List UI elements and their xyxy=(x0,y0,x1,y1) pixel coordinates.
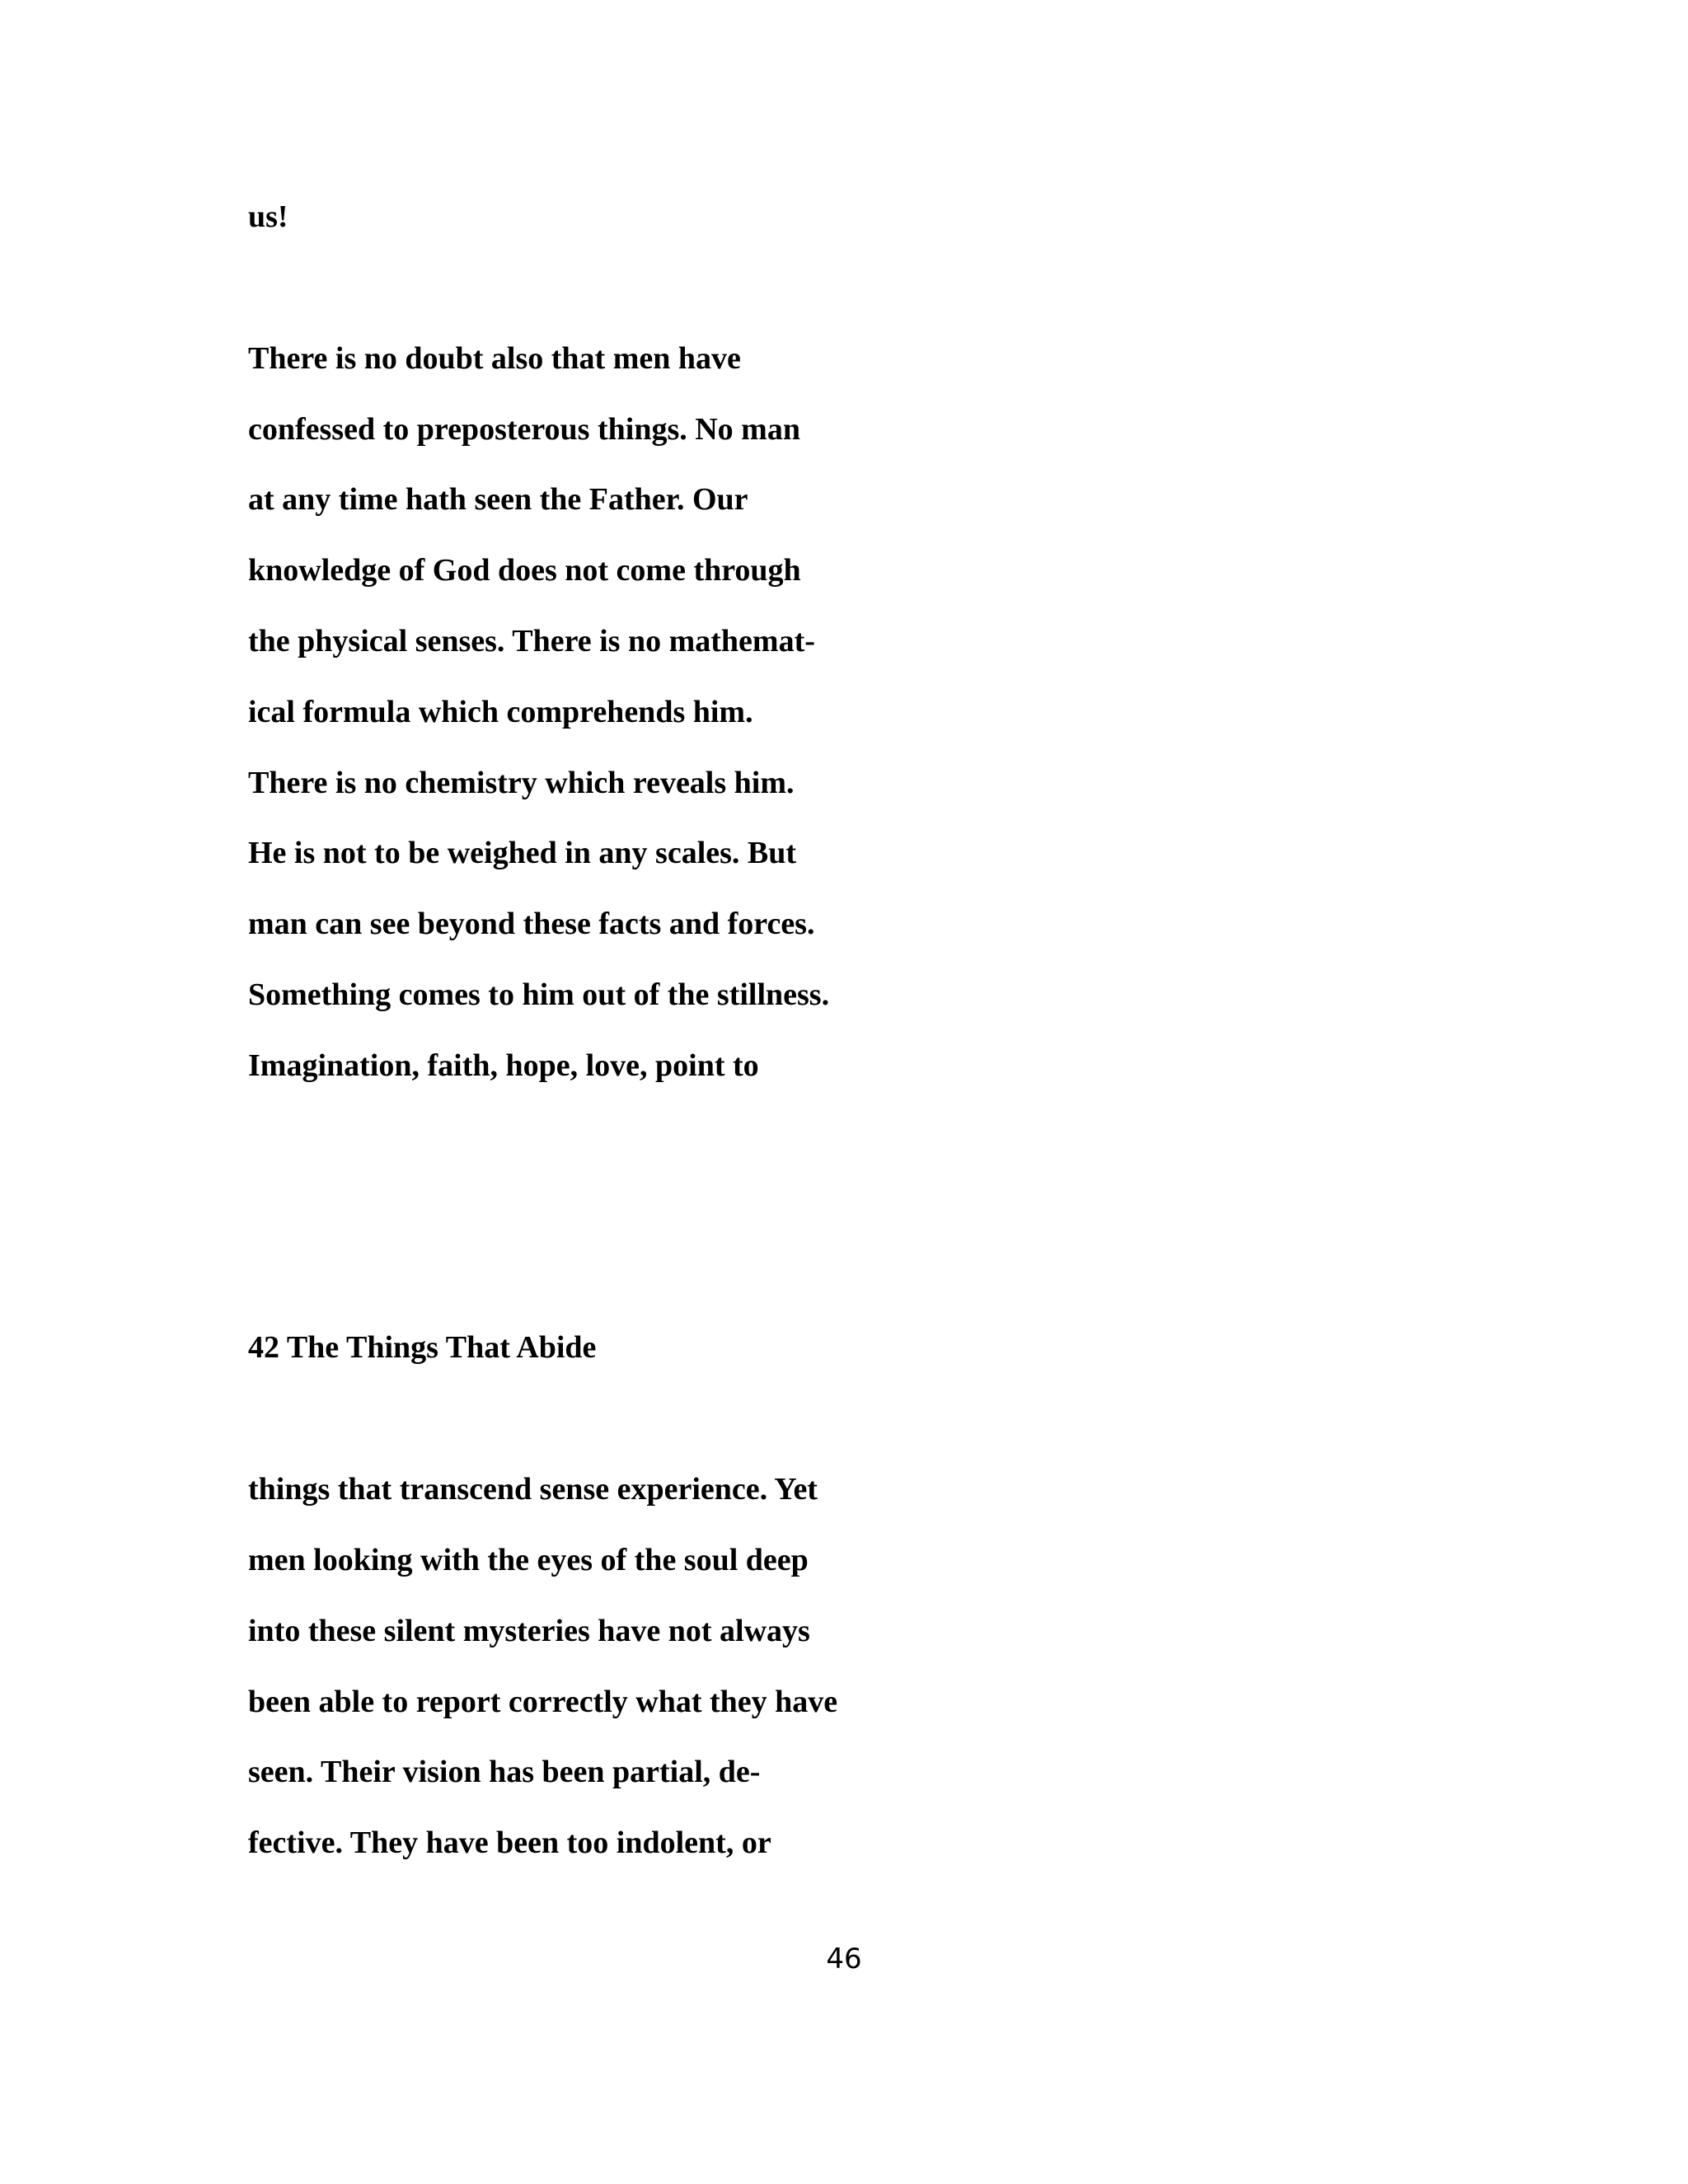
text-line: Something comes to him out of the stillness. xyxy=(248,977,830,1012)
text-line: There is no doubt also that men have xyxy=(248,341,741,376)
text-line: us! xyxy=(248,199,288,234)
text-line: There is no chemistry which reveals him. xyxy=(248,766,795,800)
running-header: 42 The Things That Abide xyxy=(248,1330,597,1365)
page-number: 46 xyxy=(826,1943,862,1975)
text-line: confessed to preposterous things. No man xyxy=(248,412,800,447)
text-line: things that transcend sense experience. Yet xyxy=(248,1472,818,1507)
text-line: ical formula which comprehends him. xyxy=(248,695,753,729)
text-line: into these silent mysteries have not always xyxy=(248,1614,810,1648)
text-line: seen. Their vision has been partial, de- xyxy=(248,1755,761,1789)
text-line: Imagination, faith, hope, love, point to xyxy=(248,1048,759,1083)
text-line: the physical senses. There is no mathemat- xyxy=(248,624,815,658)
text-line: been able to report correctly what they have xyxy=(248,1685,838,1719)
text-line: at any time hath seen the Father. Our xyxy=(248,482,748,517)
text-line: knowledge of God does not come through xyxy=(248,553,801,588)
text-line: men looking with the eyes of the soul deep xyxy=(248,1543,809,1577)
text-line: He is not to be weighed in any scales. But xyxy=(248,836,797,870)
text-line: man can see beyond these facts and forces. xyxy=(248,907,815,941)
text-line: fective. They have been too indolent, or xyxy=(248,1825,771,1860)
